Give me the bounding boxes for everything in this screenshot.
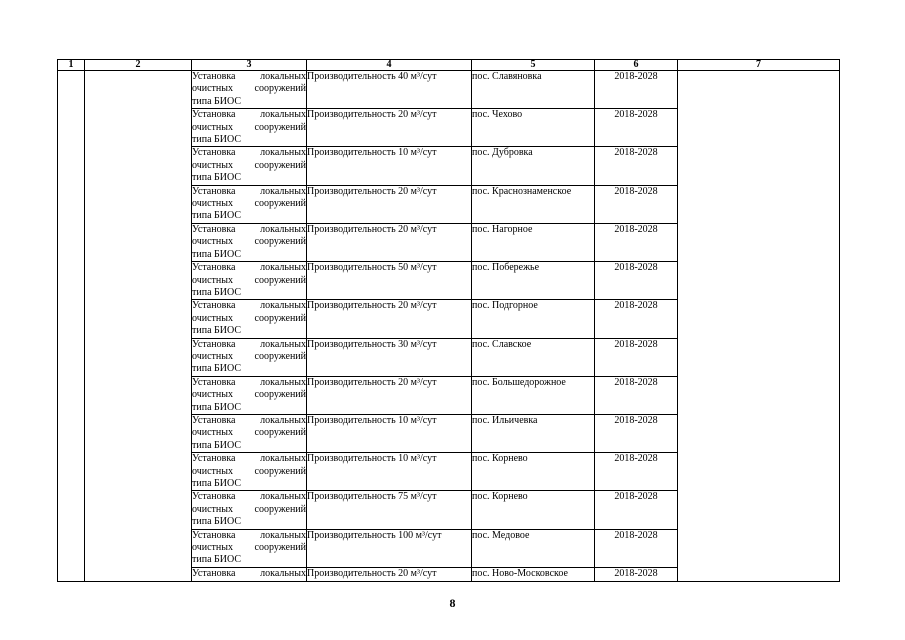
- capacity-cell: Производительность 20 м³/сут: [307, 185, 472, 223]
- measure-name-line: очистных сооружений: [192, 503, 306, 515]
- measure-name-line: типа БИОС: [192, 516, 241, 528]
- measure-name-line: Установка локальных: [192, 376, 306, 388]
- location-cell: пос. Побережье: [472, 262, 595, 300]
- measure-name-line: типа БИОС: [192, 134, 241, 146]
- period-cell: 2018-2028: [595, 300, 678, 338]
- period-cell: 2018-2028: [595, 338, 678, 376]
- capacity-cell: Производительность 20 м³/сут: [307, 109, 472, 147]
- column-number-5: 5: [472, 60, 595, 71]
- measure-name-cell: [192, 453, 307, 491]
- period-cell: 2018-2028: [595, 109, 678, 147]
- period-cell: 2018-2028: [595, 453, 678, 491]
- capacity-cell: Производительность 20 м³/сут: [307, 300, 472, 338]
- location-cell: пос. Славское: [472, 338, 595, 376]
- location-cell: пос. Дубровка: [472, 147, 595, 185]
- measure-name-line: типа БИОС: [192, 439, 241, 451]
- measure-name-line: очистных сооружений: [192, 198, 306, 210]
- period-cell: 2018-2028: [595, 71, 678, 109]
- period-cell: 2018-2028: [595, 491, 678, 529]
- measure-name-line: очистных сооружений: [192, 159, 306, 171]
- measure-name-cell: [192, 300, 307, 338]
- measure-name-line: Установка локальных: [192, 262, 306, 274]
- measure-name-cell: [192, 71, 307, 109]
- capacity-cell: Производительность 10 м³/сут: [307, 453, 472, 491]
- column-number-4: 4: [307, 60, 472, 71]
- measure-name-line: очистных сооружений: [192, 350, 306, 362]
- measure-name-line: Установка локальных: [192, 300, 306, 312]
- measure-name-line: типа БИОС: [192, 363, 241, 375]
- measure-name-cell: [192, 414, 307, 452]
- capacity-cell: Производительность 20 м³/сут: [307, 223, 472, 261]
- measure-name-line: Установка локальных: [192, 453, 306, 465]
- column-2-merged-cell: [85, 71, 192, 582]
- measure-name-line: типа БИОС: [192, 248, 241, 260]
- capacity-cell: Производительность 75 м³/сут: [307, 491, 472, 529]
- measure-name-line: Установка локальных: [192, 491, 306, 503]
- location-cell: пос. Нагорное: [472, 223, 595, 261]
- column-number-header-row: [58, 60, 840, 71]
- capacity-cell: Производительность 40 м³/сут: [307, 71, 472, 109]
- measure-name-cell: [192, 376, 307, 414]
- measure-name-line: очистных сооружений: [192, 121, 306, 133]
- measure-name-line: типа БИОС: [192, 210, 241, 222]
- measure-name-line: очистных сооружений: [192, 427, 306, 439]
- measure-name-line: типа БИОС: [192, 286, 241, 298]
- location-cell: пос. Ильичевка: [472, 414, 595, 452]
- measure-name-line: Установка локальных: [192, 223, 306, 235]
- capacity-cell: Производительность 30 м³/сут: [307, 338, 472, 376]
- measure-name-line: очистных сооружений: [192, 542, 306, 554]
- measure-name-cell: [192, 567, 307, 581]
- measure-name-line: типа БИОС: [192, 554, 241, 566]
- column-7-merged-cell: [678, 71, 840, 582]
- table-body: [58, 71, 840, 582]
- column-number-6: 6: [595, 60, 678, 71]
- period-cell: 2018-2028: [595, 185, 678, 223]
- capacity-cell: Производительность 100 м³/сут: [307, 529, 472, 567]
- measure-name-cell: [192, 491, 307, 529]
- measure-name-line: Установка локальных: [192, 185, 306, 197]
- location-cell: пос. Краснознаменское: [472, 185, 595, 223]
- capacity-cell: Производительность 20 м³/сут: [307, 376, 472, 414]
- measure-name-line: типа БИОС: [192, 95, 241, 107]
- measure-name-line: типа БИОС: [192, 401, 241, 413]
- column-number-2: 2: [85, 60, 192, 71]
- period-cell: 2018-2028: [595, 567, 678, 581]
- measure-name-line: очистных сооружений: [192, 236, 306, 248]
- measure-name-line: Установка локальных: [192, 338, 306, 350]
- location-cell: пос. Славяновка: [472, 71, 595, 109]
- measure-name-line: типа БИОС: [192, 325, 241, 337]
- measure-name-line: очистных сооружений: [192, 274, 306, 286]
- measure-name-cell: [192, 185, 307, 223]
- table-row: [58, 71, 840, 109]
- measure-name-line: Установка локальных: [192, 71, 306, 82]
- capacity-cell: Производительность 10 м³/сут: [307, 147, 472, 185]
- measure-name-line: типа БИОС: [192, 172, 241, 184]
- document-page: [57, 59, 840, 582]
- measure-name-cell: [192, 147, 307, 185]
- page-number: 8: [449, 596, 456, 610]
- location-cell: пос. Ново-Московское: [472, 567, 595, 581]
- measure-name-line: очистных сооружений: [192, 465, 306, 477]
- measures-table: [57, 59, 840, 582]
- location-cell: пос. Корнево: [472, 491, 595, 529]
- location-cell: пос. Подгорное: [472, 300, 595, 338]
- period-cell: 2018-2028: [595, 147, 678, 185]
- period-cell: 2018-2028: [595, 262, 678, 300]
- measure-name-line: Установка локальных: [192, 109, 306, 121]
- capacity-cell: Производительность 50 м³/сут: [307, 262, 472, 300]
- period-cell: 2018-2028: [595, 414, 678, 452]
- period-cell: 2018-2028: [595, 223, 678, 261]
- column-number-7: 7: [678, 60, 840, 71]
- location-cell: пос. Большедорожное: [472, 376, 595, 414]
- measure-name-line: Установка локальных: [192, 147, 306, 159]
- measure-name-cell: [192, 109, 307, 147]
- measure-name-cell: [192, 338, 307, 376]
- measure-name-cell: [192, 529, 307, 567]
- measure-name-line: очистных сооружений: [192, 83, 306, 95]
- measure-name-cell: [192, 223, 307, 261]
- period-cell: 2018-2028: [595, 376, 678, 414]
- measure-name-line: очистных сооружений: [192, 389, 306, 401]
- measure-name-line: Установка локальных: [192, 414, 306, 426]
- measure-name-line: Установка локальных: [192, 529, 306, 541]
- measure-name-cell: [192, 262, 307, 300]
- column-number-3: 3: [192, 60, 307, 71]
- measure-name-line: очистных сооружений: [192, 312, 306, 324]
- column-number-1: 1: [58, 60, 85, 71]
- location-cell: пос. Чехово: [472, 109, 595, 147]
- measure-name-line: типа БИОС: [192, 478, 241, 489]
- period-cell: 2018-2028: [595, 529, 678, 567]
- capacity-cell: Производительность 20 м³/сут: [307, 567, 472, 581]
- column-1-merged-cell: [58, 71, 85, 582]
- capacity-cell: Производительность 10 м³/сут: [307, 414, 472, 452]
- measure-name-line: Установка локальных: [192, 567, 306, 579]
- location-cell: пос. Корнево: [472, 453, 595, 491]
- location-cell: пос. Медовое: [472, 529, 595, 567]
